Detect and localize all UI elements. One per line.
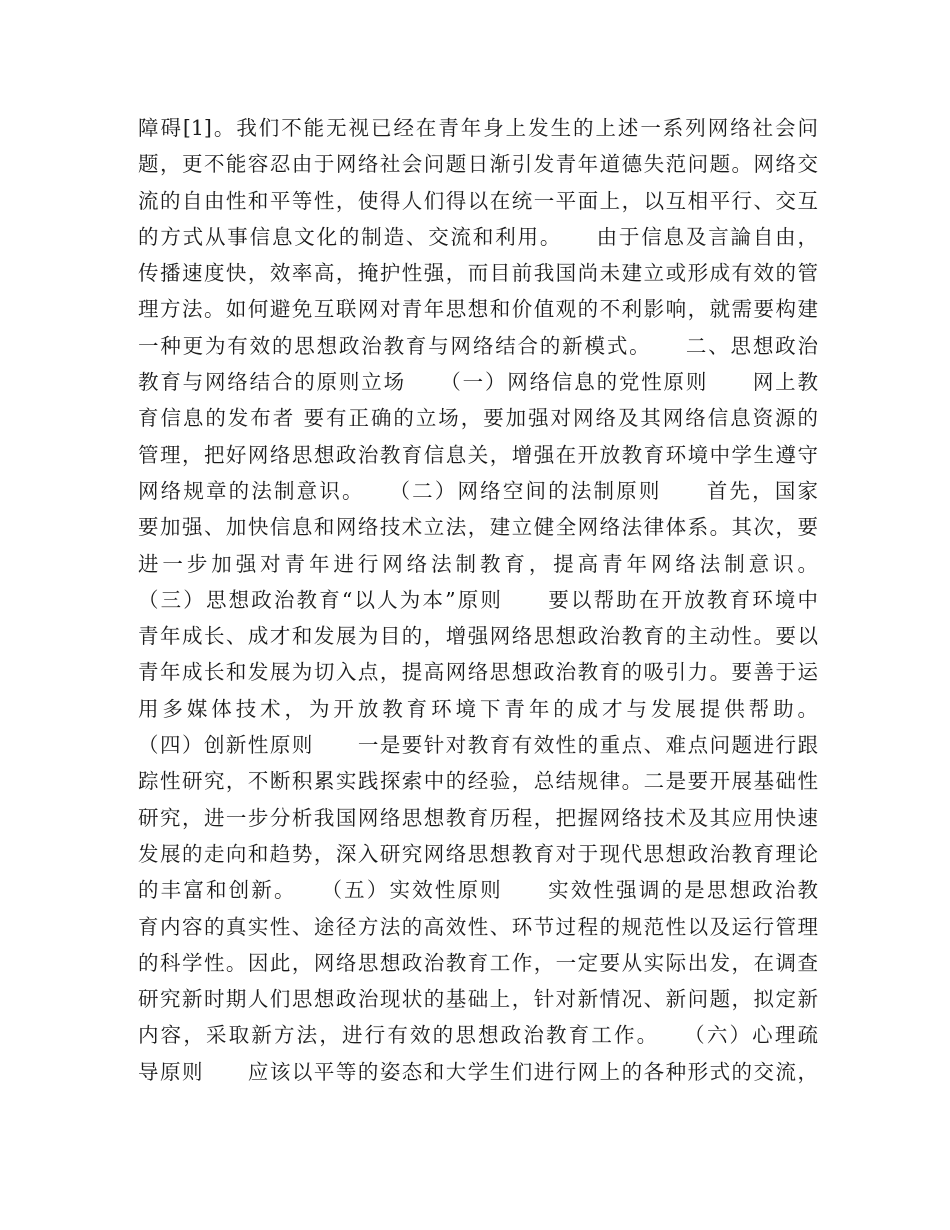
text-line: 的科学性。因此，网络思想政治教育工作，一定要从实际出发，在调查: [138, 950, 818, 975]
text-line: 导原则 应该以平等的姿态和大学生们进行网上的各种形式的交流，: [138, 1059, 818, 1084]
text-line: 踪性研究，不断积累实践探索中的经验，总结规律。二是要开展基础性: [138, 769, 818, 794]
text-line: 网络规章的法制意识。 （二）网络空间的法制原则 首先，国家: [138, 478, 818, 503]
text-line: 研究新时期人们思想政治现状的基础上，针对新情况、新问题，拟定新: [138, 987, 818, 1012]
text-line: 流的自由性和平等性，使得人们得以在统一平面上，以互相平行、交互: [138, 188, 818, 213]
text-line: 障碍[1]。我们不能无视已经在青年身上发生的上述一系列网络社会问: [138, 116, 818, 140]
text-line: 传播速度快，效率高，掩护性强，而目前我国尚未建立或形成有效的管: [138, 261, 818, 286]
text-line: 管理，把好网络思想政治教育信息关，增强在开放教育环境中学生遵守: [138, 442, 818, 467]
text-line: 青年成长和发展为切入点，提高网络思想政治教育的吸引力。要善于运: [138, 660, 818, 685]
text-line: （三）思想政治教育“以人为本”原则 要以帮助在开放教育环境中: [138, 587, 818, 612]
text-line: 一种更为有效的思想政治教育与网络结合的新模式。 二、思想政治: [138, 333, 818, 358]
text-line: 题，更不能容忍由于网络社会问题日渐引发青年道德失范问题。网络交: [138, 152, 818, 177]
text-line: （四）创新性原则 一是要针对教育有效性的重点、难点问题进行跟: [138, 733, 818, 758]
text-line: 育信息的发布者 要有正确的立场，要加强对网络及其网络信息资源的: [138, 406, 818, 431]
text-line: 用多媒体技术，为开放教育环境下青年的成才与发展提供帮助。: [138, 696, 818, 721]
text-line: 要加强、加快信息和网络技术立法，建立健全网络法律体系。其次，要: [138, 515, 818, 540]
text-line: 内容，采取新方法，进行有效的思想政治教育工作。 （六）心理疏: [138, 1023, 818, 1048]
text-line: 研究，进一步分析我国网络思想教育历程，把握网络技术及其应用快速: [138, 805, 818, 830]
text-line: 进一步加强对青年进行网络法制教育，提高青年网络法制意识。: [138, 551, 818, 576]
text-line: 的方式从事信息文化的制造、交流和利用。 由于信息及言論自由，: [138, 224, 818, 249]
text-line: 理方法。如何避免互联网对青年思想和价值观的不利影响，就需要构建: [138, 297, 818, 322]
text-line: 育内容的真实性、途径方法的高效性、环节过程的规范性以及运行管理: [138, 914, 818, 939]
text-line: 发展的走向和趋势，深入研究网络思想教育对于现代思想政治教育理论: [138, 841, 818, 866]
text-line: 的丰富和创新。 （五）实效性原则 实效性强调的是思想政治教: [138, 878, 818, 903]
text-line: 青年成长、成才和发展为目的，增强网络思想政治教育的主动性。要以: [138, 624, 818, 649]
body-text: [138, 110, 818, 1090]
text-line: 教育与网络结合的原则立场 （一）网络信息的党性原则 网上教: [138, 370, 818, 395]
